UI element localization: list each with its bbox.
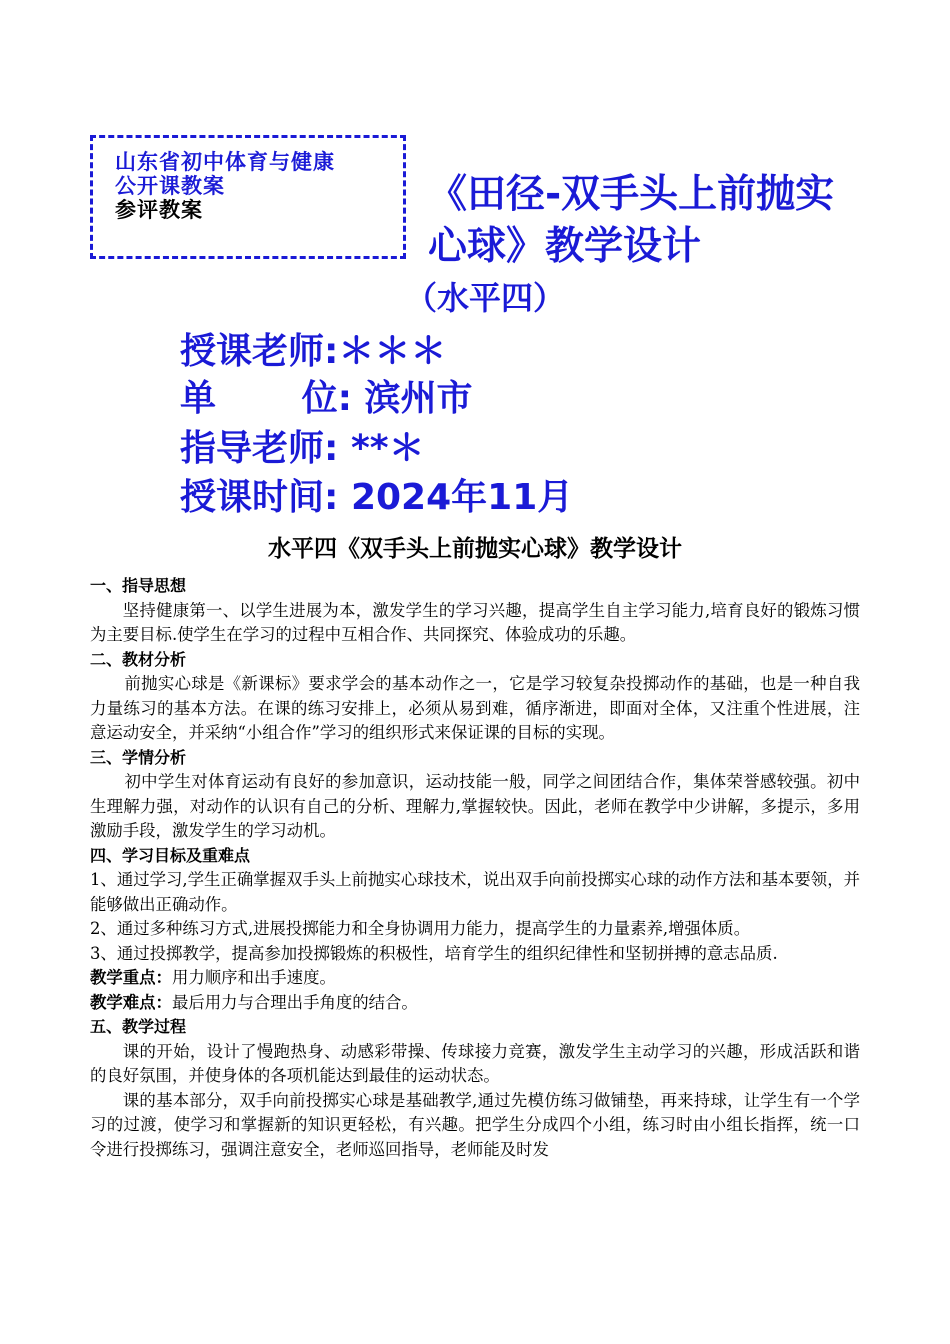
difficulty-point [90, 991, 860, 1016]
difficulty-value: 最后用力与合理出手角度的结合。 [171, 992, 418, 1012]
key-point-label: 教学重点： [90, 968, 172, 987]
section-heading-material: 二、教材分析 [90, 649, 187, 669]
difficulty-label: 教学难点： [90, 992, 172, 1012]
time-label: 授课时间: [180, 477, 339, 518]
document-title: 水平四《双手头上前抛实心球》教学设计 [268, 536, 682, 562]
contest-stamp-box [90, 135, 406, 259]
time-value: 2024年11月 [350, 477, 574, 518]
info-unit [180, 374, 473, 424]
info-time [180, 473, 573, 523]
paragraph-guiding: 坚持健康第一、以学生进展为本，激发学生的学习兴趣，提高学生自主学习能力,培育良好的锻炼习惯为主要目标.使学生在学习的过程中互相合作、共同探究、体验成功的乐趣。 [90, 600, 860, 644]
section-heading-students: 三、学情分析 [90, 747, 187, 767]
goal-item-3: 3、通过投掷教学，提高参加投掷锻炼的积极性，培育学生的组织纪律性和坚韧拼搏的意志品质. [90, 943, 778, 963]
teacher-value: ＊＊＊ [338, 331, 447, 372]
lesson-title-line2: 心球》教学设计 [428, 224, 702, 269]
teacher-label: 授课老师: [180, 331, 339, 372]
section-heading-guiding: 一、指导思想 [90, 576, 187, 595]
paragraph-students: 初中学生对体育运动有良好的参加意识，运动技能一般，同学之间团结合作，集体荣誉感较强。初中生理解力强，对动作的认识有自己的分析、理解力,掌握较快。因此，老师在教学中少讲解，多提示，多用激励手段，激发学生的学习动机。 [90, 772, 860, 840]
lesson-title-line1: 《田径-双手头上前抛实 [428, 172, 835, 217]
key-point-value: 用力顺序和出手速度。 [171, 968, 336, 987]
goal-item-2: 2、通过多种练习方式,进展投掷能力和全身协调用力能力，提高学生的力量素养,增强体质。 [90, 919, 751, 938]
lesson-level: （水平四） [405, 279, 566, 317]
unit-value: 滨州市 [364, 378, 473, 419]
section-heading-process: 五、教学过程 [90, 1017, 187, 1036]
advisor-label: 指导老师: [180, 428, 339, 469]
goal-item-1: 1、通过学习,学生正确掌握双手头上前抛实心球技术，说出双手向前投掷实心球的动作方法和基本要领，并能够做出正确动作。 [90, 870, 860, 914]
stamp-line-open-class: 公开课教案 [115, 174, 225, 198]
paragraph-process-1: 课的开始，设计了慢跑热身、动感彩带操、传球接力竞赛，激发学生主动学习的兴趣，形成活跃和谐的良好氛围，并使身体的各项机能达到最佳的运动状态。 [90, 1041, 860, 1085]
key-point [90, 966, 860, 991]
paragraph-material: 前抛实心球是《新课标》要求学会的基本动作之一，它是学习较复杂投掷动作的基础，也是一种自我力量练习的基本方法。在课的练习安排上，必须从易到难，循序渐进，即面对全体，又注重个性进展，注意运动安全，并采纳“小组合作”学习的组织形式来保证课的目标的实现。 [90, 674, 860, 742]
unit-label: 单 位: [180, 378, 352, 419]
info-advisor [180, 424, 425, 474]
stamp-line-province: 山东省初中体育与健康 [115, 150, 335, 174]
info-teacher [180, 327, 446, 377]
paragraph-process-2: 课的基本部分，双手向前投掷实心球是基础教学,通过先模仿练习做铺垫，再来持球，让学生有一个学习的过渡，使学习和掌握新的知识更轻松，有兴趣。把学生分成四个小组，练习时由小组长指挥，统一口令进行投掷练习，强调注意安全，老师巡回指导，老师能及时发 [90, 1090, 860, 1159]
stamp-line-entry: 参评教案 [115, 198, 203, 222]
section-heading-goals: 四、学习目标及重难点 [90, 845, 251, 865]
advisor-value: **＊ [350, 428, 425, 469]
document-body [90, 574, 860, 1162]
